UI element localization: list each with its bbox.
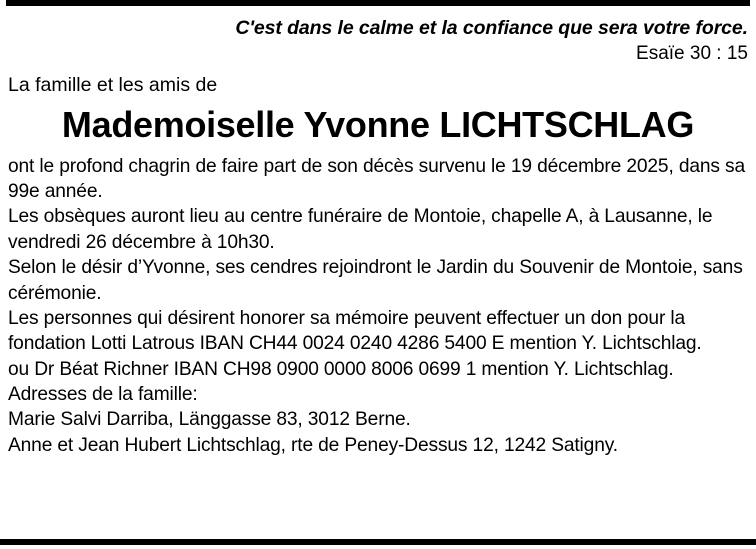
deceased-name: Mademoiselle Yvonne LICHTSCHLAG — [61, 104, 695, 146]
bottom-rule — [0, 539, 756, 545]
epigraph-quote: C'est dans le calme et la confiance que sera votre force. — [235, 17, 748, 39]
intro-line: La famille et les amis de — [8, 74, 218, 97]
notice-paragraph: Selon le désir d’Yvonne, ses cendres rejoindront le Jardin du Souvenir de Montoie, sans cérémonie. — [8, 257, 743, 304]
notice-paragraph: Marie Salvi Darriba, Länggasse 83, 3012 Berne. — [8, 409, 411, 431]
notice-paragraph: Les obsèques auront lieu au centre funéraire de Montoie, chapelle A, à Lausanne, le vendredi 26 décembre à 10h30. — [8, 206, 713, 253]
notice-paragraph: Anne et Jean Hubert Lichtschlag, rte de Peney-Dessus 12, 1242 Satigny. — [8, 434, 618, 456]
notice-paragraph: Les personnes qui désirent honorer sa mémoire peuvent effectuer un don pour la fondation Lotti Latrous IBAN CH44 0024 0240 4286 5400 E mention Y. Lichtschlag. — [8, 307, 702, 355]
notice-paragraph: Adresses de la famille: — [8, 383, 198, 405]
bottom-spacer — [6, 458, 750, 549]
epigraph-source: Esaïe 30 : 15 — [636, 43, 748, 65]
notice-body — [6, 154, 750, 458]
notice-paragraph: ou Dr Béat Richner IBAN CH98 0900 0000 8006 0699 1 mention Y. Lichtschlag. — [8, 358, 674, 380]
notice-paragraph: ont le profond chagrin de faire part de son décès survenu le 19 décembre 2025, dans sa 99e année. — [8, 155, 745, 203]
top-rule — [6, 0, 750, 6]
